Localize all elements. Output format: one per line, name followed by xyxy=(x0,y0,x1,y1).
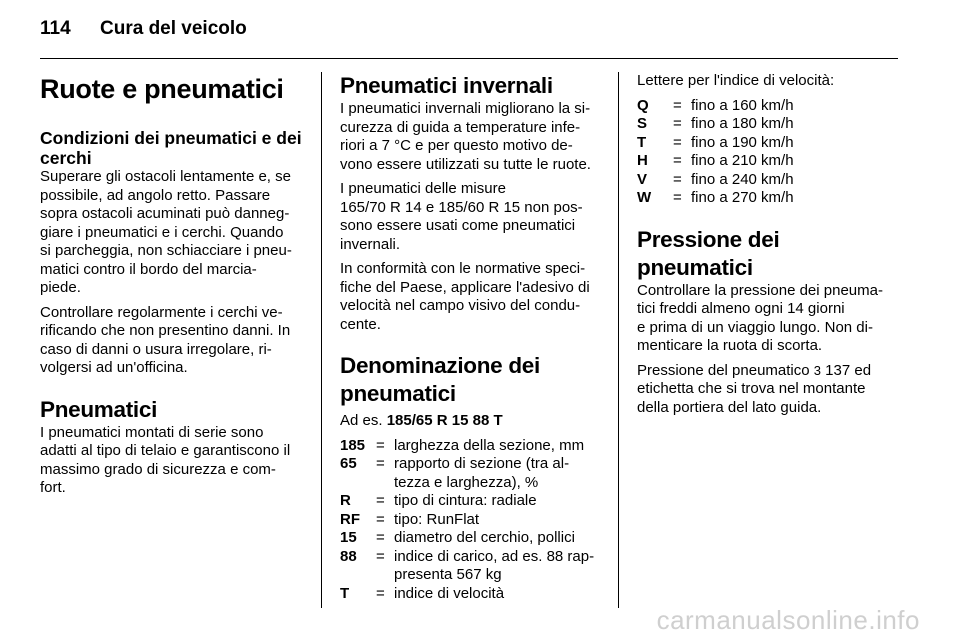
tire-code-row xyxy=(340,529,602,548)
speed-index-value: fino a 210 km/h xyxy=(691,152,794,169)
paragraph-riferimento: Pressione del pneumatico 3 137 ed etichetta che si trova nel montante della portiera del lato guida. xyxy=(637,361,872,416)
tire-code-key: 185 xyxy=(340,436,366,454)
speed-index-key: V xyxy=(637,170,648,188)
section-heading-denominazione: Denominazione dei pneumatici xyxy=(340,353,540,406)
tire-code-key: R xyxy=(340,492,351,509)
speed-index-row xyxy=(637,115,899,134)
section-heading-pneumatici: Pneumatici xyxy=(40,396,158,422)
speed-index-equals: = xyxy=(673,96,682,114)
tire-code-equals: = xyxy=(376,492,385,509)
speed-index-list xyxy=(637,97,899,208)
tire-code-value: indice di carico, ad es. 88 rap- presenta 567 kg xyxy=(394,547,595,583)
speed-index-key: S xyxy=(637,115,648,132)
speed-index-value: fino a 160 km/h xyxy=(691,96,794,114)
tire-code-row xyxy=(340,437,602,456)
section-heading-pressione: Pressione dei pneumatici xyxy=(637,226,780,280)
header-rule xyxy=(40,58,898,59)
page-reference-icon: 3 xyxy=(813,362,822,378)
column-2 xyxy=(340,72,602,603)
speed-index-key: H xyxy=(637,152,648,169)
speed-index-value: fino a 240 km/h xyxy=(691,170,794,188)
paragraph-pressione: Controllare la pressione dei pneuma- tici freddi almeno ogni 14 giorni e prima di un viaggio lungo. Non di- menticare la ruota di scorta. xyxy=(637,281,883,354)
tire-code-key: 88 xyxy=(340,547,357,565)
watermark: carmanualsonline.info xyxy=(656,605,920,635)
speed-index-value: fino a 270 km/h xyxy=(691,189,794,206)
speed-index-equals: = xyxy=(673,133,682,151)
paragraph-pneumatici-serie: I pneumatici montati di serie sono adatti al tipo di telaio e garantiscono il massimo grado di sicurezza e com- fort. xyxy=(40,423,291,496)
tire-code-value: larghezza della sezione, mm xyxy=(394,436,585,454)
example-code: 185/65 R 15 88 T xyxy=(386,412,503,429)
speed-index-key: Q xyxy=(637,96,649,114)
speed-index-row xyxy=(637,134,899,153)
paragraph-cerchi: Controllare regolarmente i cerchi ve- rificando che non presentino danni. In caso di danni o usura irregolare, ri- volgersi ad un'officina. xyxy=(40,303,291,376)
tire-code-value: tipo: RunFlat xyxy=(394,510,480,528)
tire-code-row xyxy=(340,455,602,492)
tire-code-definitions xyxy=(340,437,602,604)
paragraph-invernali: I pneumatici invernali migliorano la si- curezza di guida a temperature infe- riori a 7 °C e per questo motivo de- vono essere utilizzati su tutte le ruote. xyxy=(340,100,591,173)
column-3 xyxy=(637,72,899,417)
tire-code-row xyxy=(340,585,602,604)
page-number: 114 xyxy=(40,18,71,39)
tire-code-equals: = xyxy=(376,547,385,565)
speed-index-row xyxy=(637,171,899,190)
tire-code-equals: = xyxy=(376,529,385,546)
column-divider-1 xyxy=(321,72,322,608)
tire-code-equals: = xyxy=(376,510,385,528)
speed-index-equals: = xyxy=(673,115,682,132)
tire-code-key: T xyxy=(340,584,350,602)
speed-index-intro: Lettere per l'indice di velocità: xyxy=(637,72,835,89)
speed-index-key: W xyxy=(637,189,652,206)
column-divider-2 xyxy=(618,72,619,608)
speed-index-equals: = xyxy=(673,170,682,188)
tire-code-key: 15 xyxy=(340,529,357,546)
speed-index-value: fino a 180 km/h xyxy=(691,115,794,132)
paragraph-adesivo: In conformità con le normative speci- fiche del Paese, applicare l'adesivo di velocità nel campo visivo del condu- cente. xyxy=(340,260,590,333)
tire-code-value: indice di velocità xyxy=(394,584,505,602)
speed-index-value: fino a 190 km/h xyxy=(691,133,794,151)
speed-index-row xyxy=(637,152,899,171)
tire-code-value: rapporto di sezione (tra al- tezza e larghezza), % xyxy=(394,455,570,491)
speed-index-equals: = xyxy=(673,189,682,206)
column-1 xyxy=(40,72,305,498)
speed-index-row xyxy=(637,189,899,208)
speed-index-equals: = xyxy=(673,152,682,169)
subheading-condizioni: Condizioni dei pneumatici e dei cerchi xyxy=(40,128,302,168)
speed-index-key: T xyxy=(637,133,647,151)
page-section-title: Cura del veicolo xyxy=(100,18,247,39)
tire-code-equals: = xyxy=(376,436,385,454)
tire-code-key: 65 xyxy=(340,455,357,472)
tire-code-row xyxy=(340,548,602,585)
example-line: Ad es. 185/65 R 15 88 T xyxy=(340,412,503,429)
tire-code-row xyxy=(340,492,602,511)
tire-code-row xyxy=(340,511,602,530)
section-heading-invernali: Pneumatici invernali xyxy=(340,73,553,98)
tire-code-equals: = xyxy=(376,584,385,602)
speed-index-row xyxy=(637,97,899,116)
paragraph-misure: I pneumatici delle misure 165/70 R 14 e 185/60 R 15 non pos- sono essere usati come pneumatici invernali. xyxy=(340,180,583,253)
tire-code-key: RF xyxy=(340,510,360,528)
section-heading-ruote: Ruote e pneumatici xyxy=(40,74,284,104)
page-header xyxy=(40,18,247,40)
tire-code-value: tipo di cintura: radiale xyxy=(394,492,537,509)
tire-code-value: diametro del cerchio, pollici xyxy=(394,529,575,546)
tire-code-equals: = xyxy=(376,455,385,472)
paragraph-ostacoli: Superare gli ostacoli lentamente e, se possibile, ad angolo retto. Passare sopra ostacoli acuminati può danneg- giare i pneumatici e i cerchi. Quando si parcheggia, non schiacciare i pneu- matici contro il bordo del marcia- piede. xyxy=(40,168,292,296)
